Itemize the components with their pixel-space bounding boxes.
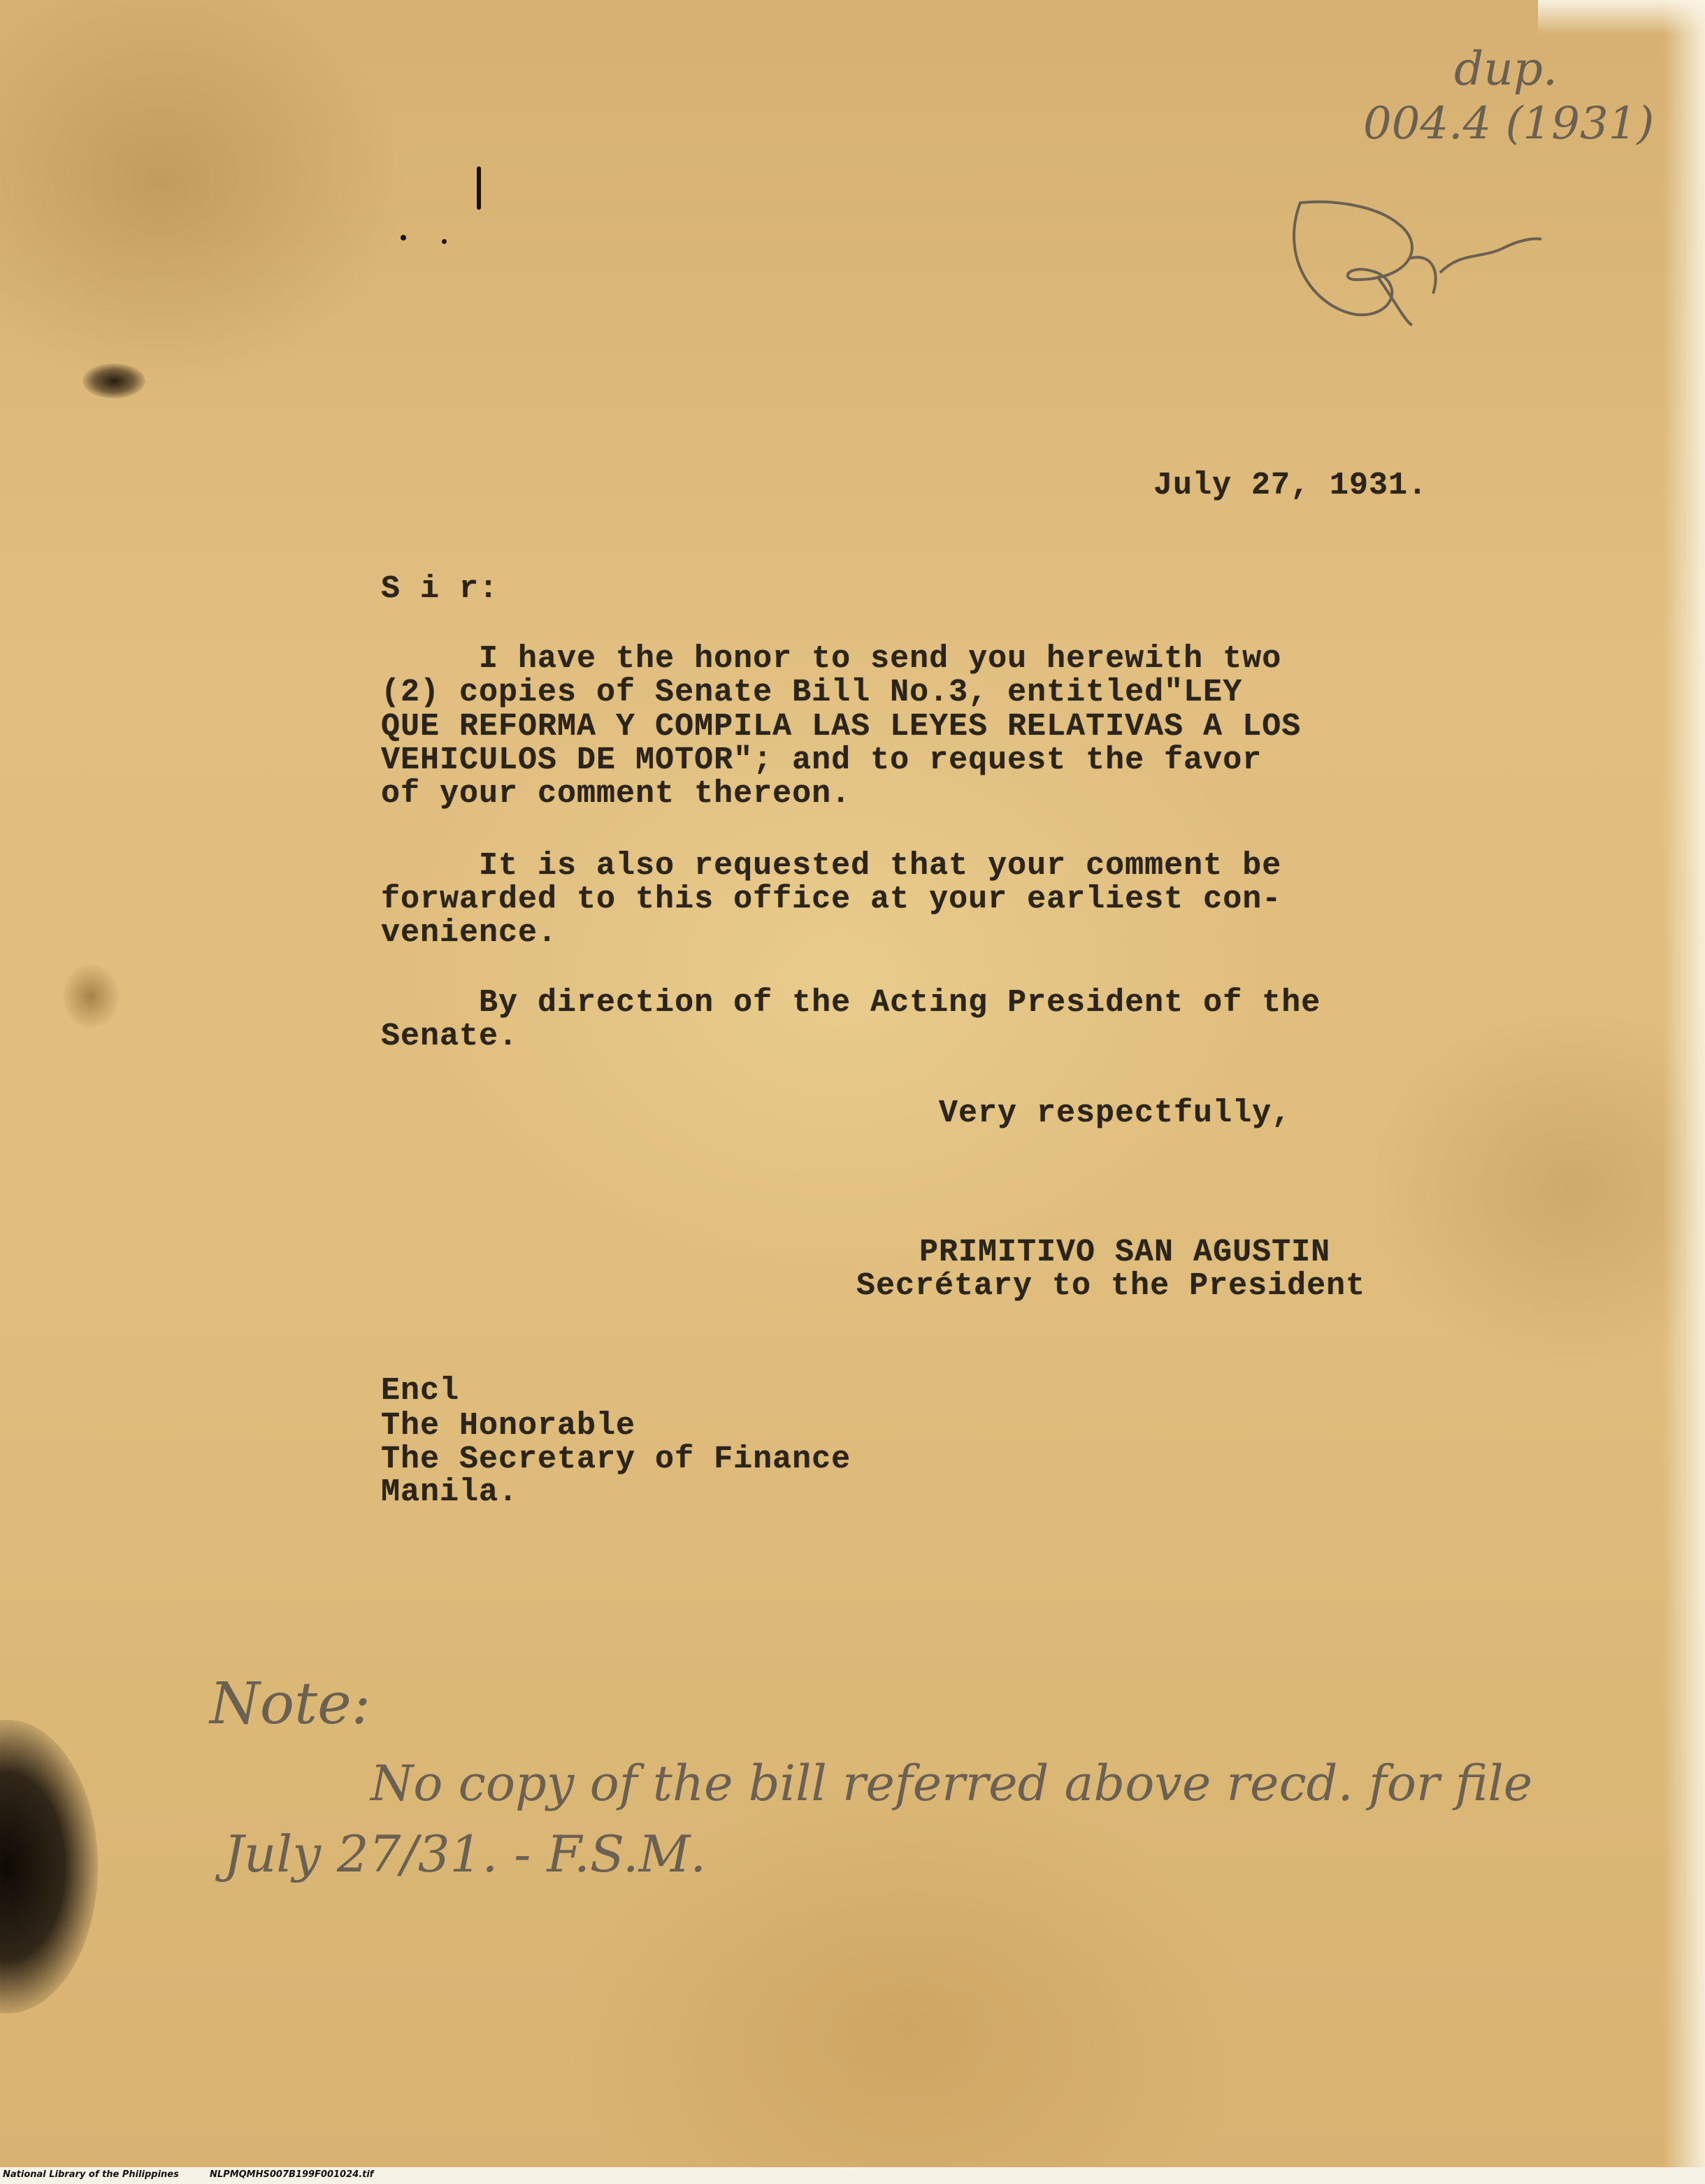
signatory-name: PRIMITIVO SAN AGUSTIN <box>919 1235 1331 1270</box>
paper-edge-top <box>1538 0 1705 35</box>
archive-annotation-code: 004.4 (1931) <box>1363 98 1655 150</box>
archive-annotation-dup: dup. <box>1454 42 1557 96</box>
recipient-line: Manila. <box>381 1474 519 1510</box>
paragraph-3-line: Senate. <box>381 1019 519 1054</box>
initials-mark <box>1272 175 1552 336</box>
dot-mark <box>401 235 406 240</box>
footer-institution: National Library of the Philippines <box>3 2169 179 2180</box>
stain-left <box>63 965 119 1028</box>
paragraph-1-line: QUE REFORMA Y COMPILA LAS LEYES RELATIVAS A LOS <box>381 709 1302 745</box>
paragraph-2-line: venience. <box>381 915 558 951</box>
footer-file-id: NLPMQMHS007B199F001024.tif <box>210 2169 374 2180</box>
paragraph-1-line: (2) copies of Senate Bill No.3, entitled"LEY <box>381 675 1243 710</box>
letter-date: July 27, 1931. <box>1153 468 1428 503</box>
recipient-line: The Secretary of Finance <box>381 1442 851 1477</box>
paragraph-1-line: I have the honor to send you herewith two <box>381 641 1282 677</box>
enclosure-label: Encl <box>381 1373 460 1409</box>
salutation: S i r: <box>381 571 499 607</box>
signatory-title: Secrétary to the President <box>856 1268 1366 1304</box>
paragraph-3-line: By direction of the Acting President of the <box>381 985 1321 1021</box>
ink-stain-bottom-left <box>0 1720 98 2013</box>
handwritten-note-heading: Note: <box>210 1671 371 1737</box>
handwritten-note-line-1: No copy of the bill referred above recd. for file <box>371 1755 1533 1812</box>
handwritten-note-line-2: July 27/31. - F.S.M. <box>224 1825 707 1883</box>
recipient-line: The Honorable <box>381 1408 636 1444</box>
paper-edge-right <box>1663 0 1705 2184</box>
paragraph-2-line: It is also requested that your comment be <box>381 848 1282 884</box>
paragraph-1-line: VEHICULOS DE MOTOR"; and to request the favor <box>381 742 1262 778</box>
paragraph-2-line: forwarded to this office at your earliest con- <box>381 882 1282 917</box>
ink-blot-left <box>82 364 145 398</box>
closing: Very respectfully, <box>939 1095 1292 1131</box>
paragraph-1-line: of your comment thereon. <box>381 776 851 812</box>
tick-mark <box>477 166 481 210</box>
dot-mark-2 <box>442 239 447 244</box>
